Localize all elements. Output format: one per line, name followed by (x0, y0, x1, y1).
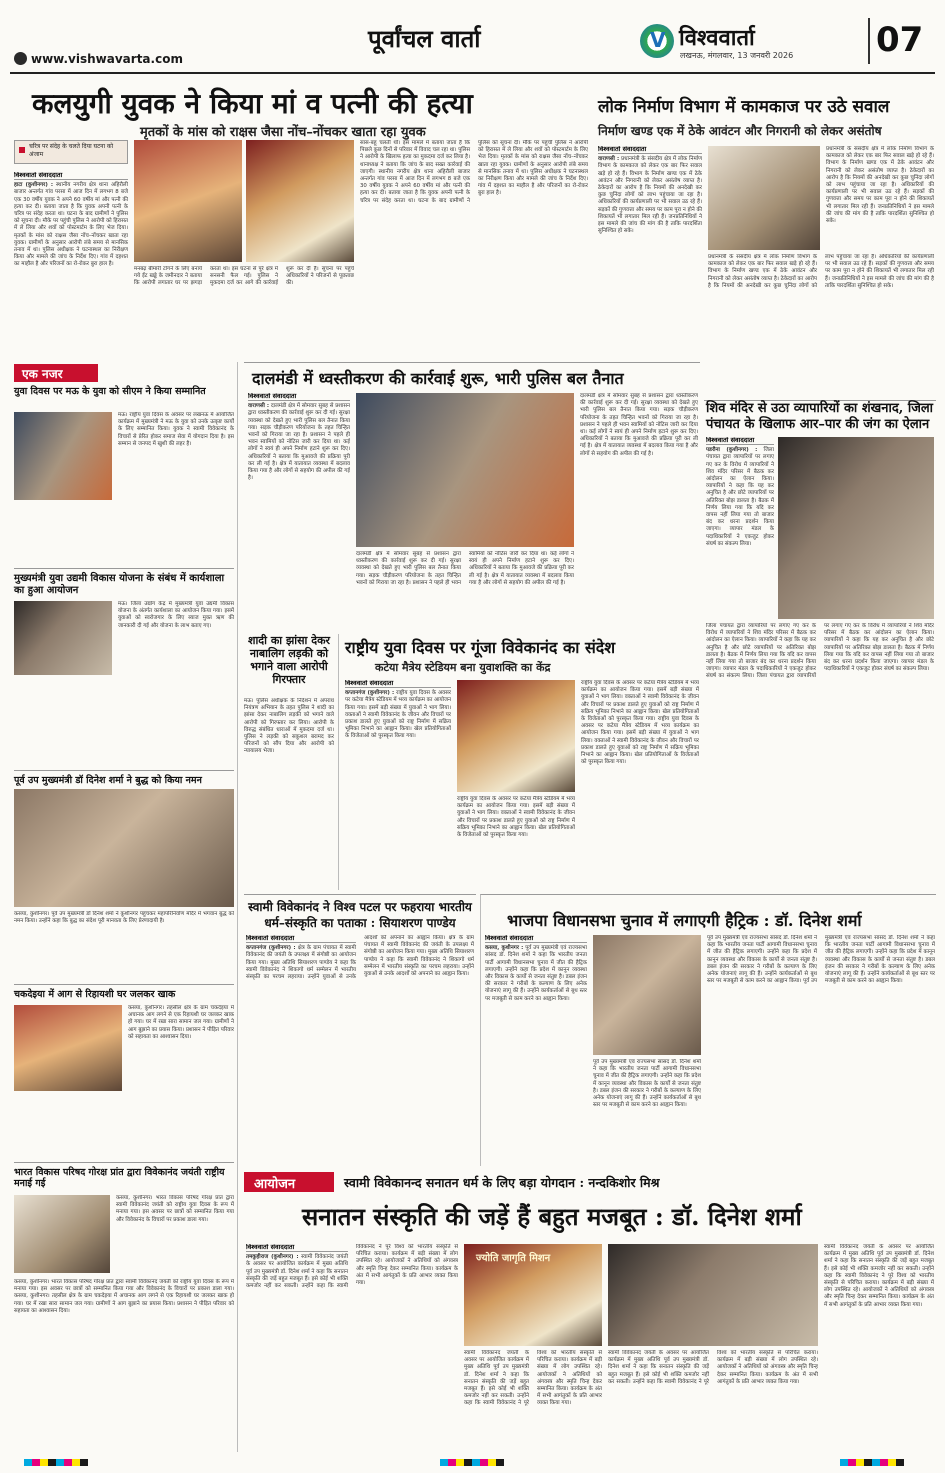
color-swatch (872, 1459, 880, 1466)
color-swatch (888, 1459, 896, 1466)
body-far-right: स्वामी विवेकानंद जयंती के अवसर पर आयोजित कार्यक्रम में मुख्य अतिथि पूर्व उप मुख्यमंत्री डॉ. दिनेश शर्मा ने कहा कि सनातन संस्कृति की जड़ें बहुत मजबूत हैं। इसे कोई भी शक्ति कमजोर नहीं कर सकती। उन्होंने कहा कि स्वामी विवेकानंद ने पूरे विश्व को भारतीय संस्कृति से परिचित कराया। कार्यक्रम में बड़ी संख्या में लोग उपस्थित रहे। आयोजकों ने अतिथियों को अंगवस्त्र और स्मृति चिन्ह देकर सम्मानित किया। कार्यक्रम के अंत में सभी आगंतुकों के प्रति आभार व्यक्त किया गया। (824, 1244, 934, 1308)
story-text-right (708, 254, 934, 394)
body: मऊ। पुलिस अधीक्षक के निर्देशन में अपराध नियंत्रण अभियान के तहत पुलिस ने शादी का झांसा देकर नाबालिग लड़की को भगाने वाले आरोपी को गिरफ्तार कर लिया। आरोपी के विरुद्ध संबंधित धाराओं में मुकदमा दर्ज था। पुलिस ने लड़की को सकुशल बरामद कर परिजनों को सौंप दिया और आरोपी को न्यायालय भेजा। (244, 698, 334, 755)
headline: राष्ट्रीय युवा दिवस पर गूंजा विवेकानंद का संदेश (345, 638, 616, 657)
story-text (248, 393, 350, 629)
story-pwd (594, 76, 936, 396)
item-photo (14, 1195, 110, 1273)
item-text: मऊ। जिला उद्योग केंद्र में मुख्यमंत्री युवा उद्यमी विकास योजना के अंतर्गत कार्यशाला का आयोजन किया गया। इसमें युवाओं को स्वरोजगार के लिए ब्याज मुक्त ऋण की जानकारी दी गई और योजना के लाभ बताए गए। (118, 601, 234, 629)
aayojan-section (244, 1170, 936, 1452)
body-continued: जिला पंचायत द्वारा व्यापारियों पर लगाए गए कर के विरोध में व्यापारियों ने शिव मंदिर परिसर में बैठक कर आंदोलन का ऐलान किया। व्यापारियों ने कहा कि यह कर अनुचित है और छोटे व्यापारियों पर अतिरिक्त बोझ डालता है। बैठक में निर्णय लिया गया कि यदि कर वापस नहीं लिया गया तो बाजार बंद कर धरना प्रदर्शन किया जाएगा। व्यापार मंडल के पदाधिकारियों ने एकजुट होकर संघर्ष का संकल्प लिया। (706, 623, 816, 680)
tag-text: चरित्र पर संदेह के चलते दिया घटना को अंजाम (29, 143, 114, 158)
body: पूर्व उप मुख्यमंत्री एवं राज्यसभा सांसद डॉ. दिनेश शर्मा ने कहा कि भारतीय जनता पार्टी आगामी विधानसभा चुनाव में जीत की हैट्रिक लगाएगी। उन्होंने कहा कि प्रदेश में कानून व्यवस्था और विकास के कार्यों से जनता संतुष्ट है। डबल इंजन की सरकार ने गरीबों के कल्याण के लिए अनेक योजनाएं लागू की हैं। उन्होंने कार्यकर्ताओं से बूथ स्तर पर मजबूती से काम करने का आह्वान किया। (485, 945, 587, 1002)
story-text-col4 (826, 146, 934, 250)
color-swatch (56, 1459, 64, 1466)
story-text-far-right (824, 1244, 934, 1450)
color-swatch (72, 1459, 80, 1466)
page-number-divider (868, 18, 870, 64)
item-headline: युवा दिवस पर मऊ के युवा को सीएम ने किया सम्मानित (14, 386, 206, 397)
story-text (14, 172, 128, 360)
body3: सास-बहू चलती थी। इस मामले में बताया जाता है कि पिछले कुछ दिनों से परिवार में विवाद चल रहा था। पुलिस ने आरोपी के खिलाफ हत्या का मुकदमा दर्ज कर लिया है। थानाध्यक्ष ने बताया कि जांच के बाद सख्त कार्रवाई की जाएगी। (360, 140, 470, 175)
item-photo (14, 789, 234, 907)
color-swatch (80, 1459, 88, 1466)
item-headline: मुख्यमंत्री युवा उद्यमी विकास योजना के संबंध में कार्यशाला का हुआ आयोजन (14, 573, 225, 596)
byline: विश्ववार्ता संवाददाता (246, 1244, 348, 1252)
color-swatch (464, 1459, 472, 1466)
color-swatch (896, 1459, 904, 1466)
masthead-rule (10, 72, 935, 74)
subhead: मृतकों के मांस को राक्षस जैसा नोंच–नोंचकर खाता रहा युवक (140, 125, 426, 140)
body-repeat: पूर्व उप मुख्यमंत्री एवं राज्यसभा सांसद डॉ. दिनेश शर्मा ने कहा कि भारतीय जनता पार्टी आगामी विधानसभा चुनाव में जीत की हैट्रिक लगाएगी। उन्होंने कहा कि प्रदेश में कानून व्यवस्था और विकास के कार्यों से जनता संतुष्ट है। डबल इंजन की सरकार ने गरीबों के कल्याण के लिए अनेक योजनाएं लागू की हैं। उन्होंने कार्यकर्ताओं से बूथ स्तर पर मजबूती से काम करने का आह्वान किया। (803, 935, 935, 985)
story-dalmandi (244, 362, 700, 632)
byline: विश्ववार्ता संवाददाता (248, 393, 350, 401)
body: स्थानीय नगरीय क्षेत्र थाना अहिरौली बाजार अन्तर्गत गांव परसा में आज दिन में लगभग 8 बजे एक 30 वर्षीय युवक ने अपने 60 वर्षीय मां और पत्नी की हत्या कर दी। बताया जाता है कि युवक अपनी पत्नी के चरित्र पर संदेह करता था। घटना के बाद ग्रामीणों ने पुलिस को सूचना दी। मौके पर पहुंची पुलिस ने आरोपी को हिरासत में ले लिया और शवों को पोस्टमार्टम के लिए भेज दिया। मृतकों के मांस को राक्षस जैसा नोंच–नोंचकर खाता रहा युवक। ग्रामीणों के अनुसार आरोपी लंबे समय से मानसिक तनाव में था। पुलिस अधीक्षक ने घटनास्थल का निरीक्षण किया और मामले की जांच के निर्देश दिए। गांव में दहशत का माहौल है और परिजनों का रो-रोकर बुरा हाल है। (14, 182, 128, 268)
story-text-bottom (706, 623, 934, 889)
aayojan-kicker: स्वामी विवेकानन्द सनातन धर्म के लिए बड़ा योगदान : नन्दकिशोर मिश्र (344, 1175, 660, 1190)
photo-stage (464, 1244, 602, 1346)
headline: भाजपा विधानसभा चुनाव में लगाएगी हैट्रिक : डॉ. दिनेश शर्मा (507, 911, 862, 930)
item-body-continued (14, 1279, 234, 1445)
color-swatch (880, 1459, 888, 1466)
item-body (14, 911, 234, 977)
item-body (118, 601, 234, 761)
section-title: पूर्वांचल वार्ता (368, 24, 481, 53)
item-text: कसया, कुशीनगर। तहसील क्षेत्र के ग्राम चकदेइया में अचानक आग लगने से एक रिहायशी घर जलकर खाक हो गया। घर में रखा सारा सामान जल गया। ग्रामीणों ने आग बुझाने का प्रयास किया। प्रशासन ने पीड़ित परिवार को सहायता का आश्वासन दिया। (128, 1005, 234, 1040)
color-swatch (440, 1459, 448, 1466)
page-number: 07 (876, 20, 924, 60)
item-text-filler: कसया, कुशीनगर। तहसील क्षेत्र के ग्राम चकदेइया में अचानक आग लगने से एक रिहायशी घर जलकर खाक हो गया। घर में रखा सारा सामान जल गया। ग्रामीणों ने आग बुझाने का प्रयास किया। प्रशासन ने पीड़ित परिवार को सहायता का आश्वासन दिया। (14, 1293, 234, 1314)
dateline: लखनऊ, मंगलवार, 13 जनवरी 2026 (680, 51, 794, 60)
photo-youth-event (457, 680, 575, 792)
photo-wife (246, 140, 354, 262)
color-swatch (864, 1459, 872, 1466)
headline: कलयुगी युवक ने किया मां व पत्नी की हत्या (32, 87, 473, 120)
story-youth-day (338, 634, 700, 890)
red-bullet-icon (19, 147, 25, 153)
body: राष्ट्रीय युवा दिवस के अवसर पर कटेया मैत्रेय स्टेडियम में भव्य कार्यक्रम का आयोजन किया गया। इसमें बड़ी संख्या में युवाओं ने भाग लिया। वक्ताओं ने स्वामी विवेकानंद के जीवन और विचारों पर प्रकाश डालते हुए युवाओं को राष्ट्र निर्माण में सक्रिय भूमिका निभाने का आह्वान किया। खेल प्रतियोगिताओं के विजेताओं को पुरस्कृत किया गया। (345, 690, 451, 740)
body-continued: पूर्व उप मुख्यमंत्री एवं राज्यसभा सांसद डॉ. दिनेश शर्मा ने कहा कि भारतीय जनता पार्टी आगामी विधानसभा चुनाव में जीत की हैट्रिक लगाएगी। उन्होंने कहा कि प्रदेश में कानून व्यवस्था और विकास के कार्यों से जनता संतुष्ट है। डबल इंजन की सरकार ने गरीबों के कल्याण के लिए अनेक योजनाएं लागू की हैं। उन्होंने कार्यकर्ताओं से बूथ स्तर पर मजबूती से काम करने का आह्वान किया। (593, 1059, 701, 1109)
body-continued: प्रधानमंत्री के संसदीय क्षेत्र में लोक निर्माण विभाग के कामकाज को लेकर एक बार फिर सवाल खड़े हो रहे हैं। विभाग के निर्माण खण्ड एक में ठेके आवंटन और निगरानी को लेकर असंतोष व्याप्त है। ठेकेदारों का आरोप है कि नियमों की अनदेखी कर कुछ चुनिंदा लोगों को लाभ पहुंचाया जा रहा है। अधिकारियों की कार्यप्रणाली पर भी सवाल उठ रहे हैं। सड़कों की गुणवत्ता और समय पर काम पूरा न होने की शिकायतें भी लगातार मिल रही हैं। जनप्रतिनिधियों ने इस मामले की जांच की मांग की है ताकि पारदर्शिता सुनिश्चित हो सके। (708, 254, 934, 289)
item-cm-honour (14, 386, 234, 562)
story-text-right (360, 140, 588, 360)
story-text-right (707, 935, 935, 1163)
story-text (246, 1244, 458, 1450)
body2: मनबढ़ बीमारी टोंगने के लिए बनाये गये ईंट खड्डे के जमीनदार ने बताया कि आरोपी लगातार घर पर झगड़ा करता था। इस घटना से पूरे क्षेत्र में सनसनी फैल गई। पुलिस ने मुकदमा दर्ज कर आगे की कार्रवाई शुरू कर दी है। सूचना पर पहुंचे अधिकारियों ने परिजनों से पूछताछ की। (134, 266, 354, 287)
color-swatch (448, 1459, 456, 1466)
color-swatch (48, 1459, 56, 1466)
story-text (485, 935, 587, 1163)
item-fire (14, 984, 234, 1158)
story-text (246, 935, 474, 1163)
body: क्षेत्र के ग्राम पंचायत में स्वामी विवेकानंद की जयंती के उपलक्ष्य में संगोष्ठी का आयोजन किया गया। मुख्य अतिथि सियाशरण पाण्डेय ने कहा कि स्वामी विवेकानंद ने शिकागो धर्म सम्मेलन में भारतीय संस्कृति का परचम लहराया। उन्होंने युवाओं से उनके आदर्शों को अपनाने का आह्वान किया। (246, 935, 446, 981)
photo-demolition (356, 393, 574, 547)
story-text-right-bottom (608, 1350, 818, 1450)
dateline: कसया, कुशीनगर : (485, 945, 524, 952)
headline: शादी का झांसा देकर नाबालिग लड़की को भगाने वाला आरोपी गिरफ्तार (247, 634, 331, 686)
subhead: कटेया मैत्रेय स्टेडियम बना युवाशक्ति का केंद्र (375, 661, 551, 674)
tag-box (14, 140, 128, 164)
color-swatch (840, 1459, 848, 1466)
item-text: मऊ। राष्ट्रीय युवा दिवस के अवसर पर लखनऊ में आयोजित कार्यक्रम में मुख्यमंत्री ने मऊ के युवा को उनके उत्कृष्ट कार्यों के लिए सम्मानित किया। युवक ने स्वामी विवेकानंद के विचारों से प्रेरित होकर समाज सेवा में योगदान दिया है। इस सम्मान से जनपद में खुशी की लहर है। (118, 412, 234, 447)
masthead (0, 0, 945, 74)
story-arrest (244, 634, 334, 890)
color-swatch (24, 1459, 32, 1466)
byline: विश्ववार्ता संवाददाता (706, 437, 774, 445)
globe-icon (14, 52, 27, 65)
item-bharat-vikas (14, 1162, 234, 1448)
dateline: वाराणसी : (248, 403, 270, 410)
item-workshop (14, 568, 234, 764)
website-link[interactable]: www.vishwavarta.com (31, 52, 183, 66)
item-body (128, 1005, 234, 1155)
body: दालमंडी क्षेत्र में सोमवार सुबह से प्रशासन द्वारा ध्वस्तीकरण की कार्रवाई शुरू कर दी गई। सुरक्षा व्यवस्था को देखते हुए भारी पुलिस बल तैनात किया गया। सड़क चौड़ीकरण परियोजना के तहत चिन्हित भवनों को गिराया जा रहा है। प्रशासन ने पहले ही भवन स्वामियों को नोटिस जारी कर दिया था। कई लोगों ने स्वयं ही अपने निर्माण हटाने शुरू कर दिए। अधिकारियों ने बताया कि मुआवजे की प्रक्रिया पूरी कर ली गई है। क्षेत्र में यातायात व्यवस्था में बदलाव किया गया है और लोगों से सहयोग की अपील की गई है। (248, 403, 350, 482)
print-color-bar-center (440, 1459, 504, 1466)
color-swatch (32, 1459, 40, 1466)
story-murder (10, 76, 590, 360)
byline: विश्ववार्ता संवाददाता (345, 680, 451, 688)
byline: विश्ववार्ता संवाददाता (485, 935, 587, 943)
dateline: कप्तानगंज (कुशीनगर) : (246, 945, 296, 952)
color-swatch (64, 1459, 72, 1466)
item-text: कसया, कुशीनगर। भारत विकास परिषद गोरक्ष प्रांत द्वारा स्वामी विवेकानंद जयंती को राष्ट्रीय युवा दिवस के रूप में मनाया गया। इस अवसर पर छात्रों को सम्मानित किया गया और विवेकानंद के विचारों पर प्रकाश डाला गया। (116, 1195, 234, 1223)
item-photo (14, 1005, 122, 1091)
item-body (118, 412, 234, 562)
color-swatch (496, 1459, 504, 1466)
color-swatch (456, 1459, 464, 1466)
body-continued: राष्ट्रीय युवा दिवस के अवसर पर कटेया मैत्रेय स्टेडियम में भव्य कार्यक्रम का आयोजन किया गया। इसमें बड़ी संख्या में युवाओं ने भाग लिया। वक्ताओं ने स्वामी विवेकानंद के जीवन और विचारों पर प्रकाश डालते हुए युवाओं को राष्ट्र निर्माण में सक्रिय भूमिका निभाने का आह्वान किया। खेल प्रतियोगिताओं के विजेताओं को पुरस्कृत किया गया। (457, 796, 575, 839)
stage-banner: ज्योति जागृति मिशन (476, 1253, 551, 1264)
body-repeat: स्थानीय नगरीय क्षेत्र थाना अहिरौली बाजार अन्तर्गत गांव परसा में आज दिन में लगभग 8 बजे एक 30 वर्षीय युवक ने अपने 60 वर्षीय मां और पत्नी की हत्या कर दी। बताया जाता है कि युवक अपनी पत्नी के चरित्र पर संदेह करता था। घटना के बाद ग्रामीणों ने पुलिस को सूचना दी। मौके पर पहुंची पुलिस ने आरोपी को हिरासत में ले लिया और शवों को पोस्टमार्टम के लिए भेज दिया। मृतकों के मांस को राक्षस जैसा नोंच–नोंचकर खाता रहा युवक। ग्रामीणों के अनुसार आरोपी लंबे समय से मानसिक तनाव में था। पुलिस अधीक्षक ने घटनास्थल का निरीक्षण किया और मामले की जांच के निर्देश दिए। गांव में दहशत का माहौल है और परिजनों का रो-रोकर बुरा हाल है। (360, 140, 588, 204)
photo-traders-meeting (778, 437, 934, 619)
body-col4: प्रधानमंत्री के संसदीय क्षेत्र में लोक निर्माण विभाग के कामकाज को लेकर एक बार फिर सवाल खड़े हो रहे हैं। विभाग के निर्माण खण्ड एक में ठेके आवंटन और निगरानी को लेकर असंतोष व्याप्त है। ठेकेदारों का आरोप है कि नियमों की अनदेखी कर कुछ चुनिंदा लोगों को लाभ पहुंचाया जा रहा है। अधिकारियों की कार्यप्रणाली पर भी सवाल उठ रहे हैं। सड़कों की गुणवत्ता और समय पर काम पूरा न होने की शिकायतें भी लगातार मिल रही हैं। जनप्रतिनिधियों ने इस मामले की जांच की मांग की है ताकि पारदर्शिता सुनिश्चित हो सके। (826, 146, 934, 225)
body-col-right: स्वामी विवेकानंद जयंती के अवसर पर आयोजित कार्यक्रम में मुख्य अतिथि पूर्व उप मुख्यमंत्री डॉ. दिनेश शर्मा ने कहा कि सनातन संस्कृति की जड़ें बहुत मजबूत हैं। इसे कोई भी शक्ति कमजोर नहीं कर सकती। उन्होंने कहा कि स्वामी विवेकानंद ने पूरे विश्व को भारतीय संस्कृति से परिचित कराया। कार्यक्रम में बड़ी संख्या में लोग उपस्थित रहे। आयोजकों ने अतिथियों को अंगवस्त्र और स्मृति चिन्ह देकर सम्मानित किया। कार्यक्रम के अंत में सभी आगंतुकों के प्रति आभार व्यक्त किया गया। (608, 1350, 818, 1385)
photo-audience (608, 1244, 818, 1346)
byline: विश्ववार्ता संवाददाता (246, 935, 356, 943)
aayojan-label: आयोजन (244, 1172, 334, 1192)
headline: दालमंडी में ध्वस्तीकरण की कार्रवाई शुरू, भारी पुलिस बल तैनात (252, 369, 624, 388)
byline: विश्ववार्ता संवाददाता (598, 146, 702, 154)
body-col-right: पूर्व उप मुख्यमंत्री एवं राज्यसभा सांसद डॉ. दिनेश शर्मा ने कहा कि भारतीय जनता पार्टी आगामी विधानसभा चुनाव में जीत की हैट्रिक लगाएगी। उन्होंने कहा कि प्रदेश में कानून व्यवस्था और विकास के कार्यों से जनता संतुष्ट है। डबल इंजन की सरकार ने गरीबों के कल्याण के लिए अनेक योजनाएं लागू की हैं। उन्होंने कार्यकर्ताओं से बूथ स्तर पर मजबूती से काम करने का आह्वान किया। (707, 935, 817, 985)
headline: शिव मंदिर से उठा व्यापारियों का शंखनाद, जिला पंचायत के खिलाफ आर–पार की जंग का ऐलान (706, 401, 934, 432)
body: स्वामी विवेकानंद जयंती के अवसर पर आयोजित कार्यक्रम में मुख्य अतिथि पूर्व उप मुख्यमंत्री डॉ. दिनेश शर्मा ने कहा कि सनातन संस्कृति की जड़ें बहुत मजबूत हैं। इसे कोई भी शक्ति कमजोर नहीं कर सकती। उन्होंने कहा कि स्वामी विवेकानंद ने पूरे विश्व को भारतीय संस्कृति से परिचित कराया। कार्यक्रम में बड़ी संख्या में लोग उपस्थित रहे। आयोजकों ने अतिथियों को अंगवस्त्र और स्मृति चिन्ह देकर सम्मानित किया। कार्यक्रम के अंत में सभी आगंतुकों के प्रति आभार व्यक्त किया गया। (246, 1244, 458, 1290)
story-text (706, 437, 774, 619)
body: प्रधानमंत्री के संसदीय क्षेत्र में लोक निर्माण विभाग के कामकाज को लेकर एक बार फिर सवाल खड़े हो रहे हैं। विभाग के निर्माण खण्ड एक में ठेके आवंटन और निगरानी को लेकर असंतोष व्याप्त है। ठेकेदारों का आरोप है कि नियमों की अनदेखी कर कुछ चुनिंदा लोगों को लाभ पहुंचाया जा रहा है। अधिकारियों की कार्यप्रणाली पर भी सवाल उठ रहे हैं। सड़कों की गुणवत्ता और समय पर काम पूरा न होने की शिकायतें भी लगातार मिल रही हैं। जनप्रतिनिधियों ने इस मामले की जांच की मांग की है ताकि पारदर्शिता सुनिश्चित हो सके। (598, 156, 702, 235)
story-text (244, 698, 334, 888)
color-swatch (848, 1459, 856, 1466)
body-repeat: राष्ट्रीय युवा दिवस के अवसर पर कटेया मैत्रेय स्टेडियम में भव्य कार्यक्रम का आयोजन किया गया। इसमें बड़ी संख्या में युवाओं ने भाग लिया। वक्ताओं ने स्वामी विवेकानंद के जीवन और विचारों पर प्रकाश डालते हुए युवाओं को राष्ट्र निर्माण में सक्रिय भूमिका निभाने का आह्वान किया। खेल प्रतियोगिताओं के विजेताओं को पुरस्कृत किया गया। (581, 716, 699, 766)
body-repeat: जिला पंचायत द्वारा व्यापारियों पर लगाए गए कर के विरोध में व्यापारियों ने शिव मंदिर परिसर में बैठक कर आंदोलन का ऐलान किया। व्यापारियों ने कहा कि यह कर अनुचित है और छोटे व्यापारियों पर अतिरिक्त बोझ डालता है। बैठक में निर्णय लिया गया कि यदि कर वापस नहीं लिया गया तो बाजार बंद कर धरना प्रदर्शन किया जाएगा। व्यापार मंडल के पदाधिकारियों ने एकजुट होकर संघर्ष का संकल्प लिया। (756, 623, 934, 680)
story-text-continued (134, 266, 354, 360)
ek-nazar-label: एक नजर (14, 364, 98, 382)
dateline: हाटा (कुशीनगर) : (14, 182, 54, 189)
brand-name: विश्ववार्ता (679, 25, 755, 51)
byline: विश्ववार्ता संवाददाता (14, 172, 128, 180)
body-repeat: क्षेत्र के ग्राम पंचायत में स्वामी विवेकानंद की जयंती के उपलक्ष्य में संगोष्ठी का आयोजन किया गया। मुख्य अतिथि सियाशरण पाण्डेय ने कहा कि स्वामी विवेकानंद ने शिकागो धर्म सम्मेलन में भारतीय संस्कृति का परचम लहराया। उन्होंने युवाओं से उनके आदर्शों को अपनाने का आह्वान किया। (364, 935, 474, 978)
aayojan-headline: सनातन संस्कृति की जड़ें हैं बहुत मजबूत : डॉ. दिनेश शर्मा (302, 1202, 802, 1231)
color-swatch (472, 1459, 480, 1466)
photo-pwd-office (708, 146, 820, 250)
photo-dinesh-sharma (593, 935, 701, 1055)
dateline: वाराणसी : (598, 156, 620, 163)
story-traders (704, 400, 936, 890)
brand-logo (640, 24, 674, 58)
item-buddha (14, 770, 234, 980)
body-col-right: दालमंडी क्षेत्र में सोमवार सुबह से प्रशासन द्वारा ध्वस्तीकरण की कार्रवाई शुरू कर दी गई। सुरक्षा व्यवस्था को देखते हुए भारी पुलिस बल तैनात किया गया। सड़क चौड़ीकरण परियोजना के तहत चिन्हित भवनों को गिराया जा रहा है। प्रशासन ने पहले ही भवन स्वामियों को नोटिस जारी कर दिया था। कई लोगों ने स्वयं ही अपने निर्माण हटाने शुरू कर दिए। अधिकारियों ने बताया कि मुआवजे की प्रक्रिया पूरी कर ली गई है। क्षेत्र में यातायात व्यवस्था में बदलाव किया गया है और लोगों से सहयोग की अपील की गई है। (580, 393, 698, 457)
body-col-right: राष्ट्रीय युवा दिवस के अवसर पर कटेया मैत्रेय स्टेडियम में भव्य कार्यक्रम का आयोजन किया गया। इसमें बड़ी संख्या में युवाओं ने भाग लिया। वक्ताओं ने स्वामी विवेकानंद के जीवन और विचारों पर प्रकाश डालते हुए युवाओं को राष्ट्र निर्माण में सक्रिय भूमिका निभाने का आह्वान किया। खेल प्रतियोगिताओं के विजेताओं को पुरस्कृत किया गया। (581, 680, 699, 723)
story-text-right (580, 393, 698, 629)
item-text: कसया, कुशीनगर। पूर्व उप मुख्यमंत्री डॉ दिनेश शर्मा ने कुशीनगर पहुंचकर महापरिनिर्वाण मंदिर में भगवान बुद्ध को नमन किया। उन्होंने कहा कि बुद्ध का संदेश पूरी मानवता के लिए प्रेरणादायी है। (14, 911, 234, 925)
headline: लोक निर्माण विभाग में कामकाज पर उठे सवाल (598, 97, 890, 117)
story-text-under-photo (464, 1350, 602, 1450)
story-text-right (581, 680, 699, 886)
story-vivekananda (244, 894, 476, 1166)
dateline: तमकुहीराज (कुशीनगर) : (246, 1254, 299, 1261)
item-photo (14, 412, 112, 500)
headline: स्वामी विवेकानंद ने विश्व पटल पर फहराया भारतीय धर्म–संस्कृति का पताका : सियाशरण पाण्डेय (248, 900, 472, 930)
item-text-repeat: कसया, कुशीनगर। भारत विकास परिषद गोरक्ष प्रांत द्वारा स्वामी विवेकानंद जयंती को राष्ट्रीय युवा दिवस के रूप में मनाया गया। इस अवसर पर छात्रों को सम्मानित किया गया और विवेकानंद के विचारों पर प्रकाश डाला गया। (14, 1279, 234, 1293)
color-swatch (856, 1459, 864, 1466)
story-text-under-photo (593, 1059, 701, 1163)
body: जिला पंचायत द्वारा व्यापारियों पर लगाए गए कर के विरोध में व्यापारियों ने शिव मंदिर परिसर में बैठक कर आंदोलन का ऐलान किया। व्यापारियों ने कहा कि यह कर अनुचित है और छोटे व्यापारियों पर अतिरिक्त बोझ डालता है। बैठक में निर्णय लिया गया कि यदि कर वापस नहीं लिया गया तो बाजार बंद कर धरना प्रदर्शन किया जाएगा। व्यापार मंडल के पदाधिकारियों ने एकजुट होकर संघर्ष का संकल्प लिया। (706, 447, 774, 547)
ek-nazar-column (10, 362, 238, 1452)
story-text-under-photo (356, 551, 574, 629)
story-text-middle (457, 796, 575, 886)
photo-mother (134, 140, 242, 262)
item-headline: पूर्व उप मुख्यमंत्री डॉ दिनेश शर्मा ने बुद्ध को किया नमन (14, 775, 202, 786)
item-headline: भारत विकास परिषद गोरक्ष प्रांत द्वारा विवेकानंद जयंती राष्ट्रीय मनाई गई (14, 1167, 225, 1189)
story-bjp (480, 894, 936, 1166)
dateline: पडरौना (कुशीनगर) : (706, 447, 758, 454)
print-color-bar-right (840, 1459, 904, 1466)
subhead: निर्माण खण्ड एक में ठेके आवंटन और निगरानी को लेकर असंतोष (598, 124, 882, 138)
logo-letter: V (650, 28, 666, 52)
item-photo (14, 601, 112, 675)
color-swatch (480, 1459, 488, 1466)
color-swatch (40, 1459, 48, 1466)
story-text (598, 146, 702, 394)
story-text (345, 680, 451, 886)
print-color-bar-left (24, 1459, 88, 1466)
item-headline: चकदेइया में आग से रिहायशी घर जलकर खाक (14, 989, 176, 1000)
dateline: कप्तानगंज (कुशीनगर) : (345, 690, 395, 697)
body-continued: दालमंडी क्षेत्र में सोमवार सुबह से प्रशासन द्वारा ध्वस्तीकरण की कार्रवाई शुरू कर दी गई। सुरक्षा व्यवस्था को देखते हुए भारी पुलिस बल तैनात किया गया। सड़क चौड़ीकरण परियोजना के तहत चिन्हित भवनों को गिराया जा रहा है। प्रशासन ने पहले ही भवन स्वामियों को नोटिस जारी कर दिया था। कई लोगों ने स्वयं ही अपने निर्माण हटाने शुरू कर दिए। अधिकारियों ने बताया कि मुआवजे की प्रक्रिया पूरी कर ली गई है। क्षेत्र में यातायात व्यवस्था में बदलाव किया गया है और लोगों से सहयोग की अपील की गई है। (356, 551, 574, 586)
body-continued: स्वामी विवेकानंद जयंती के अवसर पर आयोजित कार्यक्रम में मुख्य अतिथि पूर्व उप मुख्यमंत्री डॉ. दिनेश शर्मा ने कहा कि सनातन संस्कृति की जड़ें बहुत मजबूत हैं। इसे कोई भी शक्ति कमजोर नहीं कर सकती। उन्होंने कहा कि स्वामी विवेकानंद ने पूरे विश्व को भारतीय संस्कृति से परिचित कराया। कार्यक्रम में बड़ी संख्या में लोग उपस्थित रहे। आयोजकों ने अतिथियों को अंगवस्त्र और स्मृति चिन्ह देकर सम्मानित किया। कार्यक्रम के अंत में सभी आगंतुकों के प्रति आभार व्यक्त किया गया। (464, 1350, 602, 1407)
color-swatch (488, 1459, 496, 1466)
